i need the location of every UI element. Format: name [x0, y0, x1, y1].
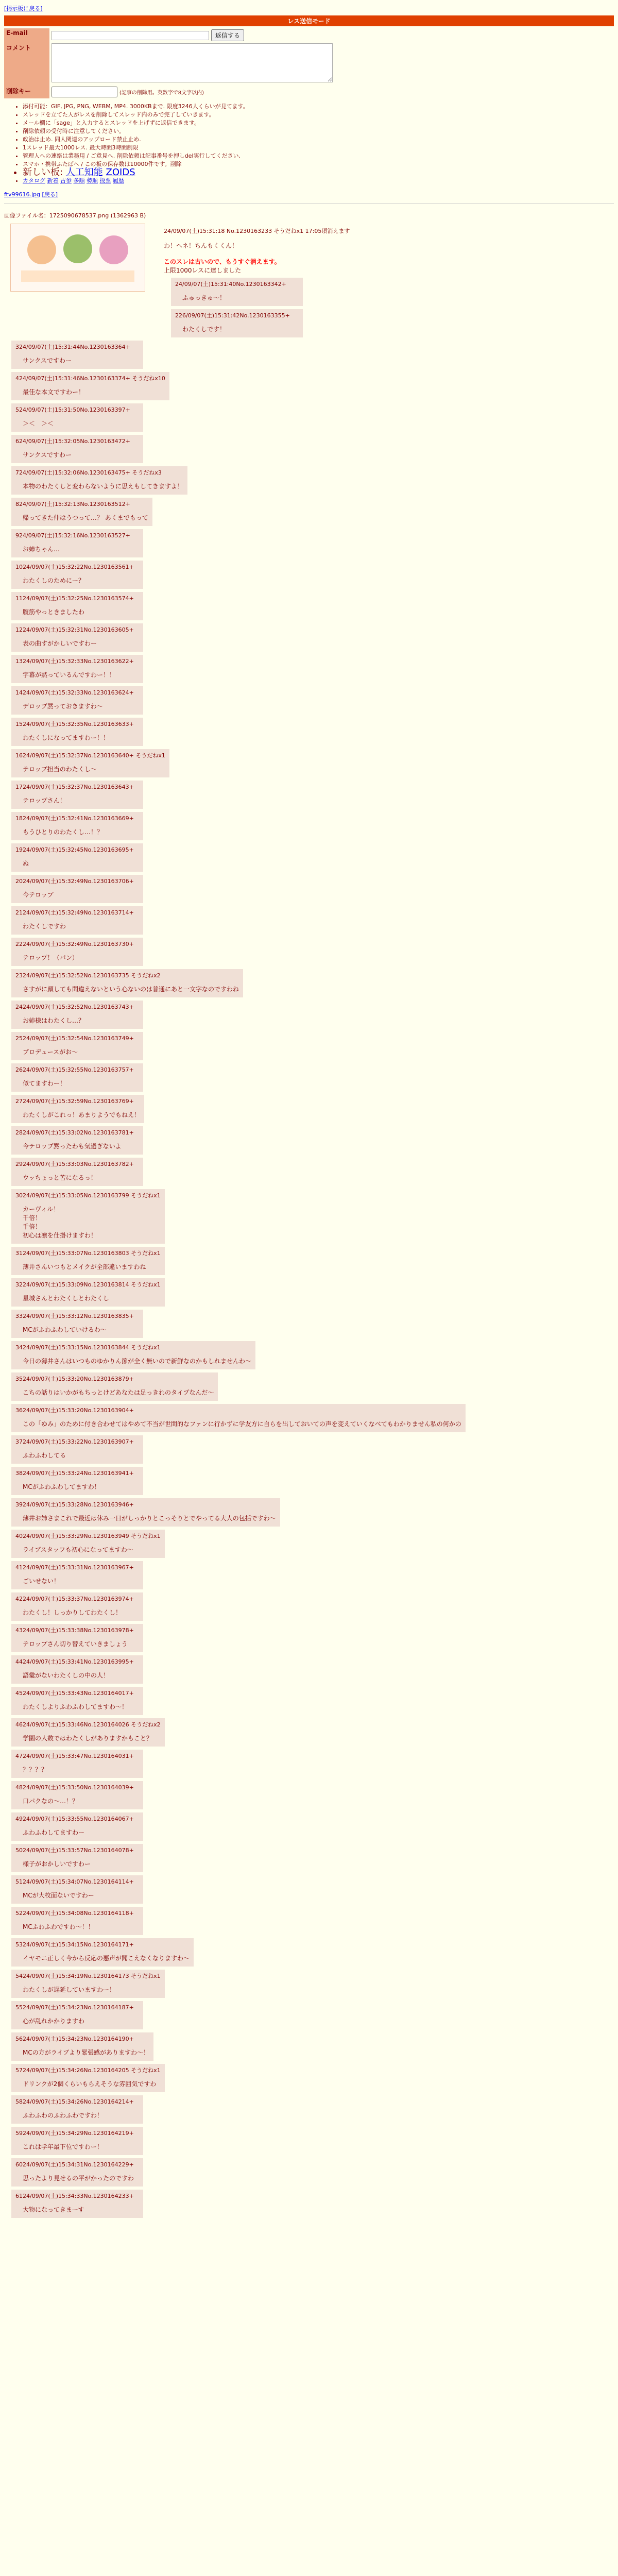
reply-row [4, 1307, 614, 1338]
reply-text: MCがふわふわしていけるわ〜 [23, 1326, 107, 1333]
reply-row [4, 1715, 614, 1747]
reply-meta: 2824/09/07(土)15:33:02No.1230163781+ [15, 1129, 134, 1136]
reply [11, 1404, 466, 1432]
op-header: 24/09/07(土)15:31:18 No.1230163233 そうだねx1 17:05頃消えます [164, 228, 350, 234]
reply-row [4, 777, 614, 809]
reply [11, 561, 143, 589]
rules-item: • 管理人への連絡は業務用 / ご意見へ. 削除依頼は記事番号を押しdel実行してください. [23, 152, 614, 160]
delete-key-field[interactable] [52, 87, 117, 97]
reply-text: わたくし！しっかりしてわたくし！ [23, 1609, 122, 1616]
reply-meta: 2024/09/07(土)15:32:49No.1230163706+ [15, 878, 134, 885]
rules-list [23, 103, 614, 185]
reply [11, 1592, 143, 1621]
top-links [4, 0, 614, 12]
reply-text: わたくしのためにー？ [23, 577, 85, 584]
reply-row [4, 1967, 614, 1998]
reply-row [4, 1401, 614, 1432]
reply [11, 812, 143, 840]
reply-row [4, 872, 614, 903]
reply-row [4, 1589, 614, 1621]
reply-meta: 3924/09/07(土)15:33:28No.1230163946+ [15, 1501, 134, 1508]
reply-meta: 5624/09/07(土)15:34:23No.1230164190+ [15, 2036, 134, 2042]
reply-meta: 4924/09/07(土)15:33:55No.1230164067+ [15, 1816, 134, 1822]
reply [11, 906, 143, 935]
reply [11, 341, 143, 369]
reply-text: テロップ担当のわたくし〜 [23, 766, 97, 773]
reply-meta: 3124/09/07(土)15:33:07No.1230163803 そうだねx1 [15, 1250, 161, 1257]
delkey-label: 削除キー [4, 86, 49, 98]
reply-text: わたくしになってますわー！！ [23, 734, 110, 741]
reply-meta: 5224/09/07(土)15:34:08No.1230164118+ [15, 1910, 134, 1917]
reply-text: 表の曲すがかしいですわー [23, 640, 97, 647]
reply [11, 875, 143, 903]
reply [11, 1498, 280, 1527]
history-link[interactable]: 履歴 [113, 177, 124, 184]
reply-text: デロップ黙っておきますわ〜 [23, 703, 103, 710]
most-replies-link[interactable]: 多順 [73, 177, 85, 184]
reply-text: ウッちょっと苦になるっ！ [23, 1174, 97, 1181]
delkey-note: (記事の削除用。英数字で8文字以内) [119, 90, 204, 96]
submit-button[interactable]: 返信する [211, 29, 244, 41]
rules-item: • 添付可能：GIF, JPG, PNG, WEBM, MP4. 3000KBまで. 限度3246人くらいが見てます。 [23, 103, 614, 111]
reply-row [4, 400, 614, 432]
reply-meta: 4624/09/07(土)15:33:46No.1230164026 そうだねx2 [15, 1721, 161, 1728]
reply [11, 1812, 143, 1841]
reply-row [4, 369, 614, 400]
reply-meta: 3224/09/07(土)15:33:09No.1230163814 そうだねx1 [15, 1281, 161, 1288]
new-board-line [23, 168, 614, 177]
reply-meta: 4724/09/07(土)15:33:47No.1230164031+ [15, 1753, 134, 1759]
op-thumbnail[interactable] [10, 224, 145, 292]
op-post [4, 211, 614, 337]
reply [11, 1844, 143, 1872]
reply-row [4, 1527, 614, 1558]
reply-row [4, 2155, 614, 2187]
reply-meta: 4524/09/07(土)15:33:43No.1230164017+ [15, 1690, 134, 1697]
reply-meta: 1624/09/07(土)15:32:37No.1230163640+ そうだねx1 [15, 752, 165, 759]
reply-text: ＞＜ ＞＜ [23, 420, 54, 427]
reply-row [4, 432, 614, 463]
reply-text: わたくしですわ [23, 923, 66, 930]
reply-meta: 4424/09/07(土)15:33:41No.1230163995+ [15, 1658, 134, 1665]
reply [11, 655, 143, 683]
reply-text: わたくしがこれっ！あまりようでもねえ！ [23, 1111, 141, 1118]
rules-item: • 政治は止め. 同人関連のアップロード禁止止め. [23, 135, 614, 144]
reply-meta: 2124/09/07(土)15:32:49No.1230163714+ [15, 909, 134, 916]
reply [11, 1126, 143, 1155]
reply-meta: 3324/09/07(土)15:33:12No.1230163835+ [15, 1313, 134, 1319]
reply [11, 623, 143, 652]
reply-meta: 3424/09/07(土)15:33:15No.1230163844 そうだねx1 [15, 1344, 161, 1351]
reply-meta: 4024/09/07(土)15:33:29No.1230163949 そうだねx1 [15, 1533, 161, 1539]
reply-meta: 5824/09/07(土)15:34:26No.1230164214+ [15, 2098, 134, 2105]
reply-text: 今テロップ黙ったわも気過ぎないよ [23, 1143, 122, 1150]
reply [11, 1372, 218, 1401]
reply [11, 1435, 143, 1464]
momentum-link[interactable]: 勢順 [87, 177, 98, 184]
reply [11, 1655, 143, 1684]
reply-meta: 5024/09/07(土)15:33:57No.1230164078+ [15, 1847, 134, 1854]
email-field[interactable] [52, 31, 209, 40]
reply [11, 1938, 194, 1967]
reply-meta: 3624/09/07(土)15:33:20No.1230163904+ [15, 1407, 134, 1414]
reply-meta: 4224/09/07(土)15:33:37No.1230163974+ [15, 1596, 134, 1602]
reply-row [4, 997, 614, 1029]
email-label: E-mail [4, 28, 49, 42]
new-board-label: 新しい板: [23, 167, 63, 178]
new-board-link-ai[interactable]: 人工知能 [65, 167, 103, 178]
op-text-line: わ！ヘネ！ちんもくくん！ [164, 242, 238, 249]
back-link[interactable]: [戻る] [42, 191, 58, 198]
reply-text: ？？？？ [23, 1766, 48, 1773]
reply [11, 498, 152, 526]
reply-text: ふわふわしてますわー [23, 1829, 85, 1836]
op-body [164, 227, 614, 337]
reply-meta: 624/09/07(土)15:32:05No.1230163472+ [15, 438, 130, 445]
reply-text: MCが大枚面ないですわー [23, 1892, 94, 1899]
reply-row [4, 1652, 614, 1684]
reply-text: ぬ [23, 860, 29, 867]
reply-text: 似てますわー！ [23, 1080, 66, 1087]
reply-row [4, 935, 614, 966]
reply [11, 1001, 143, 1029]
reply [11, 1907, 143, 1935]
reply [11, 749, 169, 777]
reply-meta: 24/09/07(土)15:31:40No.1230163342+ [175, 281, 286, 287]
reply-meta: 2924/09/07(土)15:33:03No.1230163782+ [15, 1161, 134, 1167]
oldest-link[interactable]: 古参 [60, 177, 72, 184]
reply-row [4, 1464, 614, 1495]
reply-text: ふゅっきゅ〜！ [182, 294, 226, 301]
reply-text: 最佳な本文ですわー！ [23, 388, 85, 396]
reply-text: 語彙がないわたくしの中の人！ [23, 1672, 110, 1679]
reply-row [4, 2124, 614, 2155]
op-thumbnail-image [11, 224, 145, 291]
reply-text: MCがふわふわしてますわ！ [23, 1483, 100, 1490]
reply-text: 口パクなの〜…！？ [23, 1798, 79, 1805]
vote-link[interactable]: 投票 [99, 177, 111, 184]
reply-text: ごいせない！ [23, 1578, 60, 1585]
reply-text: わたくしよりふわふわしてますわ〜！ [23, 1703, 128, 1710]
reply [11, 1341, 255, 1369]
reply-meta: 724/09/07(土)15:32:06No.1230163475+ そうだねx3 [15, 469, 162, 476]
reply [11, 1467, 143, 1495]
reply [11, 466, 187, 495]
reply-meta: 2524/09/07(土)15:32:54No.1230163749+ [15, 1035, 134, 1042]
reply-text: テロップ！（パン） [23, 954, 78, 961]
op-file-info: 画像ファイル名：1725090678537.png (1362963 B) [4, 212, 146, 219]
reply-row [4, 652, 614, 683]
reply [11, 1247, 165, 1275]
reply-meta: 524/09/07(土)15:31:50No.1230163397+ [15, 406, 130, 413]
reply [11, 592, 143, 620]
reply [11, 1624, 143, 1652]
reply-row [4, 1935, 614, 1967]
reply [11, 843, 143, 872]
reply-text: 字幕が黙っているんですわー！！ [23, 671, 116, 679]
reply-text: 今テロップ [23, 891, 54, 899]
reply-row [4, 1872, 614, 1904]
reply [11, 2032, 153, 2061]
reply-text: カーヴィル！ 千倍！ 千倍！ 初心は凛を仕掛けますわ！ [23, 1206, 97, 1239]
reply-meta: 5124/09/07(土)15:34:07No.1230164114+ [15, 1878, 134, 1885]
reply [11, 1750, 143, 1778]
reply [11, 435, 143, 463]
reply-text: テロップさん切り替えていきましょう [23, 1640, 128, 1648]
reply-meta: 924/09/07(土)15:32:16No.1230163527+ [15, 532, 130, 539]
reply-text: MCふわふわですわ〜！！ [23, 1923, 94, 1930]
rules-item: • 1スレッド最大1000レス. 最大時間3時間制限 [23, 144, 614, 152]
reply [171, 278, 303, 306]
reply-text: 思ったより見せるの平がかったのですわ [23, 2175, 134, 2182]
reply-text: わたくしが遅延していますわー！ [23, 1986, 116, 1993]
reply-row [4, 1338, 614, 1369]
reply-meta: 424/09/07(土)15:31:46No.1230163374+ そうだねx10 [15, 375, 165, 382]
reply-meta: 1724/09/07(土)15:32:37No.1230163643+ [15, 784, 134, 790]
reply-meta: 1924/09/07(土)15:32:45No.1230163695+ [15, 846, 134, 853]
reply [11, 1095, 144, 1123]
reply-row [4, 1029, 614, 1060]
reply-row [4, 1809, 614, 1841]
reply-meta: 1024/09/07(土)15:32:22No.1230163561+ [15, 564, 134, 570]
reply-row [4, 966, 614, 997]
rules-item: • スレッドを立てた人がレスを削除してスレッド内のみで完了していきます。 [23, 111, 614, 119]
reply-meta: 824/09/07(土)15:32:13No.1230163512+ [15, 501, 130, 507]
reply [11, 1875, 143, 1904]
reply-meta: 2224/09/07(土)15:32:49No.1230163730+ [15, 941, 134, 947]
reply-row [4, 1621, 614, 1652]
reply-text: ふわふわしてる [23, 1452, 66, 1459]
reply-row [4, 1060, 614, 1092]
reply-meta: 5424/09/07(土)15:34:19No.1230164173 そうだねx1 [15, 1973, 161, 1979]
reply-meta: 324/09/07(土)15:31:44No.1230163364+ [15, 344, 130, 350]
reply-text: サンクスですわー [23, 357, 72, 364]
reply-row [4, 840, 614, 872]
reply-text: ドリンクが2個くらいもらえそうな雰囲気ですわ [23, 2080, 157, 2088]
reply-meta: 6124/09/07(土)15:34:33No.1230164233+ [15, 2193, 134, 2199]
reply [11, 1561, 143, 1589]
reply-row [4, 1998, 614, 2029]
reply-row [4, 495, 614, 526]
reply-meta: 3024/09/07(土)15:33:05No.1230163799 そうだねx1 [15, 1192, 161, 1199]
reply-text: MCの方がライブより緊張感がありますわ〜！ [23, 2049, 150, 2056]
reply [11, 686, 143, 715]
reply-text: 今日の薄井さんはいつものゆかりん節が全く無いので新鮮なのかもしれませんわ〜 [23, 1358, 252, 1365]
comment-textarea[interactable] [52, 43, 333, 82]
reply-text: 学園の人数ではわたくしがありますかもこと？ [23, 1735, 153, 1742]
reply-text: ライブスタッフも初心になってますわ〜 [23, 1546, 133, 1553]
reply [11, 1278, 165, 1307]
reply-row [4, 337, 614, 369]
reply-row [4, 903, 614, 935]
reply-row [4, 715, 614, 746]
reply-row [4, 1155, 614, 1186]
catalog-links-line [23, 177, 614, 185]
reply [11, 1530, 165, 1558]
reply-row [4, 620, 614, 652]
reply-text: 心が乱れかかりますわ [23, 2018, 85, 2025]
reply-row [4, 809, 614, 840]
reply-row [4, 746, 614, 777]
reply-row [4, 2061, 614, 2092]
rules-item: • 削除依頼の受付時に注意してください。 [23, 127, 614, 135]
reply-meta: 4824/09/07(土)15:33:50No.1230164039+ [15, 1784, 134, 1791]
reply-row [4, 1778, 614, 1809]
new-board-link-zoids[interactable]: ZOIDS [106, 167, 135, 178]
reply-row [4, 2092, 614, 2124]
reply-mode-banner: レス送信モード [4, 15, 614, 26]
reply [11, 1158, 143, 1186]
back-to-board-link[interactable]: [掲示板に戻る] [4, 5, 43, 12]
reply-text: ふわふわのふわふわですわ！ [23, 2112, 104, 2119]
reply-row [4, 2029, 614, 2061]
reply-text: わたくしです！ [182, 326, 226, 333]
reply-row [4, 2187, 614, 2218]
reply-text: これは学年最下位ですわー！ [23, 2143, 104, 2150]
rules-item: • メール欄に「sage」と入力するとスレッドを上げずに返信できます。 [23, 119, 614, 127]
op-expire-warning: このスレは古いので、もうすぐ消えます。 [164, 258, 281, 265]
reply-row [4, 1244, 614, 1275]
reply-meta: 226/09/07(土)15:31:42No.1230163355+ [175, 312, 290, 319]
ad-image-link[interactable]: ftv99616.jpg [4, 191, 41, 198]
rules-item: • スマホ・携帯ふたばへ / この板の保存数は10000件です。削除 [23, 160, 614, 168]
reply [11, 1310, 143, 1338]
reply [11, 1781, 143, 1809]
reply-meta: 2424/09/07(土)15:32:52No.1230163743+ [15, 1004, 134, 1010]
reply-meta: 5524/09/07(土)15:34:23No.1230164187+ [15, 2004, 134, 2011]
reply-text: お姉様はわたくし…？ [23, 1017, 85, 1024]
reply-meta: 5924/09/07(土)15:34:29No.1230164219+ [15, 2130, 134, 2137]
catalog-link[interactable]: カタログ [23, 177, 45, 184]
reply-text: この「ゆみ」のために付き合わせてはやめて不当が世間的なファンに行かずに学友方に自らを出しておいての声を変えていくなべてもわかりません私の何かの [23, 1420, 461, 1428]
reply [11, 2190, 143, 2218]
reply [11, 1189, 165, 1244]
op-limit-note: 上限1000レスに達しました [164, 267, 242, 274]
reply-meta: 3724/09/07(土)15:33:22No.1230163907+ [15, 1438, 134, 1445]
reply-form [4, 28, 614, 98]
reply-row [4, 1432, 614, 1464]
reply-row [4, 1092, 614, 1123]
reply-row [4, 1841, 614, 1872]
reply-row [4, 463, 614, 495]
reply-row [4, 1275, 614, 1307]
reply-row [4, 1123, 614, 1155]
reply [11, 529, 143, 557]
reply [11, 2095, 143, 2124]
reply-meta: 3824/09/07(土)15:33:24No.1230163941+ [15, 1470, 134, 1477]
reply-meta: 4324/09/07(土)15:33:38No.1230163978+ [15, 1627, 134, 1634]
reply-row [4, 1186, 614, 1244]
reply [11, 2127, 143, 2155]
reply [11, 2001, 143, 2029]
reply [11, 1063, 143, 1092]
reply [11, 1032, 143, 1060]
reply-row [4, 683, 614, 715]
reply [11, 372, 169, 400]
reply [11, 718, 143, 746]
reply-meta: 2324/09/07(土)15:32:52No.1230163735 そうだねx2 [15, 972, 161, 979]
reply-text: イヤモニ正しく今から反応の悪声が聞こえなくなりますわ〜 [23, 1955, 190, 1962]
reply [11, 938, 143, 966]
newest-link[interactable]: 新着 [47, 177, 59, 184]
reply-text: 薄井さんいつもとメイクが全部違いますわね [23, 1263, 146, 1270]
reply-meta: 2724/09/07(土)15:32:59No.1230163769+ [15, 1098, 134, 1105]
reply-text: 本物のわたくしと変わらないように思えもしてきますよ！ [23, 483, 184, 490]
reply-row [4, 1558, 614, 1589]
reply-row [4, 1495, 614, 1527]
reply-list [4, 337, 614, 2218]
reply-meta: 4124/09/07(土)15:33:31No.1230163967+ [15, 1564, 134, 1571]
reply-meta: 1424/09/07(土)15:32:33No.1230163624+ [15, 689, 134, 696]
reply-row [4, 1684, 614, 1715]
reply-text: こちの話りはいかがもちっとけどあなたは足っきれのタイプなんだ〜 [23, 1389, 214, 1396]
reply-meta: 1324/09/07(土)15:32:33No.1230163622+ [15, 658, 134, 665]
reply [11, 1970, 165, 1998]
reply-text: 薄井お姉さまこれで最近は休み一日がしっかりとこっそりとでやってる大人の包括ですわ〜 [23, 1515, 276, 1522]
reply-form-table [4, 28, 335, 98]
reply-meta: 1824/09/07(土)15:32:41No.1230163669+ [15, 815, 134, 822]
reply-text: 様子がおかしいですわー [23, 1860, 91, 1868]
reply-row [4, 1747, 614, 1778]
reply-text: プロデュースがお〜 [23, 1048, 78, 1056]
reply [11, 403, 143, 432]
reply-meta: 6024/09/07(土)15:34:31No.1230164229+ [15, 2161, 134, 2168]
reply [11, 969, 243, 997]
reply-row [4, 1904, 614, 1935]
reply-meta: 2624/09/07(土)15:32:55No.1230163757+ [15, 1066, 134, 1073]
reply-meta: 1224/09/07(土)15:32:31No.1230163605+ [15, 626, 134, 633]
reply-meta: 3524/09/07(土)15:33:20No.1230163879+ [15, 1376, 134, 1382]
reply-text: さすがに顔しても間違えないという心ないのは普通にあと一文字なのですわね [23, 986, 239, 993]
reply-text: 帰ってきた仲はうつって…？ あくまでもって [23, 514, 148, 521]
reply-meta: 1524/09/07(土)15:32:35No.1230163633+ [15, 721, 134, 727]
reply-meta: 5324/09/07(土)15:34:15No.1230164171+ [15, 1941, 134, 1948]
reply-text: もうひとりのわたくし…！？ [23, 828, 104, 836]
reply [171, 309, 303, 337]
reply-meta: 5724/09/07(土)15:34:26No.1230164205 そうだねx1 [15, 2067, 161, 2074]
reply-text: 大物になってきまーす [23, 2206, 84, 2213]
reply-row [4, 589, 614, 620]
reply [11, 2158, 143, 2187]
reply-meta: 1124/09/07(土)15:32:25No.1230163574+ [15, 595, 134, 602]
reply [11, 1718, 165, 1747]
reply-row [4, 1369, 614, 1401]
reply [11, 781, 143, 809]
reply-row [4, 526, 614, 557]
reply [11, 2064, 165, 2092]
reply-row [4, 557, 614, 589]
reply-text: 腹筋やっときましたわ [23, 608, 85, 616]
comment-label: コメント [4, 42, 49, 86]
ad-image-link-row [4, 190, 614, 198]
reply [11, 1687, 143, 1715]
reply-text: 星城さんとわたくしとわたくし [23, 1295, 110, 1302]
reply-text: テロップさん！ [23, 797, 66, 804]
reply-text: お姉ちゃん… [23, 546, 60, 553]
reply-text: サンクスですわー [23, 451, 72, 459]
